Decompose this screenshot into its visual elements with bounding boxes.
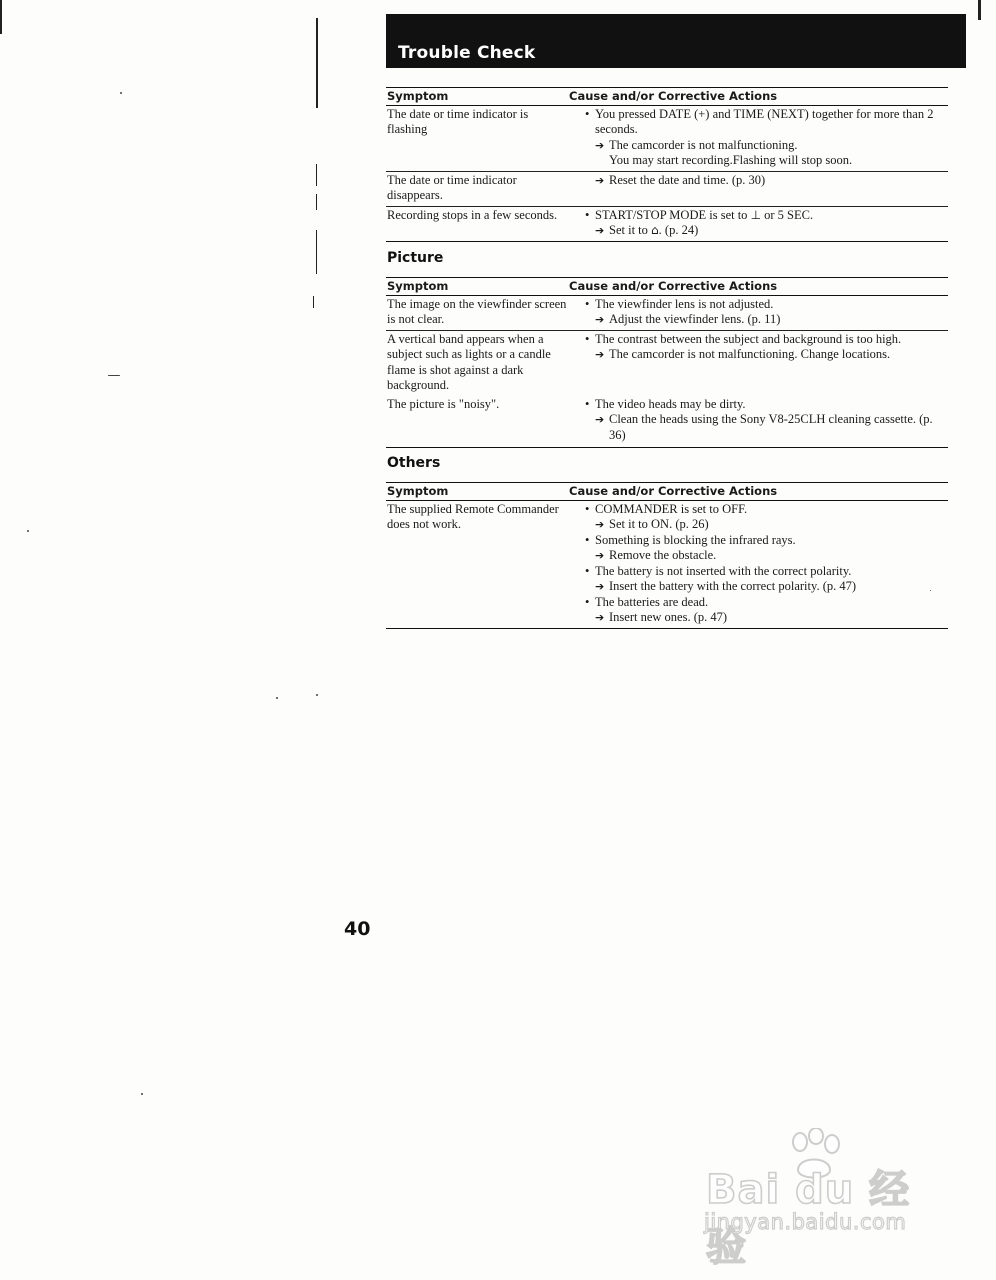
action-text: Clean the heads using the Sony V8-25CLH cleaning cassette. (p. 36) <box>609 412 933 442</box>
cause-cell <box>568 105 948 171</box>
corrective-action <box>569 610 948 626</box>
table-row <box>386 295 948 330</box>
cause-note: You may start recording.Flashing will stop soon. <box>609 153 853 167</box>
watermark-url: jingyan.baidu.com <box>704 1210 907 1234</box>
trouble-table-general <box>386 87 948 242</box>
arrow-right-icon: ➔ <box>595 173 605 187</box>
cause-bullet: • The contrast between the subject and background is too high. <box>569 332 948 348</box>
bullet-text-after: or 5 SEC. <box>764 207 814 222</box>
symptom-cell: The supplied Remote Commander does not work. <box>386 500 568 628</box>
arrow-right-icon: ➔ <box>595 348 605 361</box>
trouble-table-picture <box>386 277 948 448</box>
arrow-right-icon: ➔ <box>595 518 605 531</box>
corrective-action <box>569 223 948 239</box>
scan-edge-line <box>316 194 317 210</box>
action-text: The camcorder is not malfunctioning. <box>609 137 798 152</box>
scan-edge-line <box>313 296 314 308</box>
arrow-right-icon: ➔ <box>595 313 605 326</box>
corrective-action <box>569 173 948 189</box>
scan-edge-line <box>316 18 318 108</box>
scan-speck <box>316 694 318 696</box>
action-text: Set it to ON. (p. 26) <box>609 517 709 531</box>
corrective-action <box>569 138 948 154</box>
action-text: Insert the battery with the correct polarity. (p. 47) <box>609 579 857 593</box>
scan-edge-line <box>316 164 317 186</box>
action-text: Adjust the viewfinder lens. (p. 11) <box>609 312 781 326</box>
corrective-action <box>569 412 948 443</box>
watermark-brand: Bai du 经验 <box>706 1167 911 1270</box>
cause-cell <box>568 171 948 206</box>
scan-speck <box>141 1093 143 1095</box>
column-header-symptom: Symptom <box>386 88 568 106</box>
symptom-cell: The picture is "noisy". <box>386 396 568 448</box>
symptom-cell: The date or time indicator is flashing <box>386 105 568 171</box>
cause-cell <box>568 295 948 330</box>
action-text: The camcorder is not malfunctioning. Change locations. <box>609 347 891 361</box>
arrow-right-icon: ➔ <box>595 224 605 237</box>
table-row <box>386 206 948 241</box>
section-heading-picture: Picture <box>387 250 444 266</box>
bullet-text: START/STOP MODE is set to <box>595 207 748 222</box>
arrow-right-icon: ➔ <box>595 611 605 624</box>
arrow-right-icon: ➔ <box>595 413 605 426</box>
cause-cell <box>568 206 948 241</box>
symptom-cell: The image on the viewfinder screen is not clear. <box>386 295 568 330</box>
cause-bullet: • The batteries are dead. <box>569 595 948 611</box>
table-row <box>386 105 948 171</box>
cause-cell <box>568 500 948 628</box>
corrective-action <box>569 548 948 564</box>
corrective-action <box>569 347 948 363</box>
scan-edge-line <box>978 0 981 20</box>
baidu-jingyan-watermark <box>702 1128 942 1270</box>
column-header-symptom: Symptom <box>386 483 568 501</box>
arrow-right-icon: ➔ <box>595 549 605 562</box>
table-row <box>386 396 948 448</box>
table-row <box>386 171 948 206</box>
corrective-action <box>569 312 948 328</box>
column-header-cause: Cause and/or Corrective Actions <box>568 483 948 501</box>
scan-speck <box>120 92 122 94</box>
section-header-bar <box>386 14 966 68</box>
scan-edge-line <box>0 0 2 34</box>
cause-bullet: • Something is blocking the infrared rays. <box>569 533 948 549</box>
action-text: Insert new ones. (p. 47) <box>609 610 728 624</box>
table-row <box>386 500 948 628</box>
section-heading-others: Others <box>387 455 441 471</box>
cause-bullet: • You pressed DATE (+) and TIME (NEXT) together for more than 2 seconds. <box>569 107 948 138</box>
action-text: Reset the date and time. (p. 30) <box>609 172 766 187</box>
cause-bullet: • The viewfinder lens is not adjusted. <box>569 297 948 313</box>
column-header-cause: Cause and/or Corrective Actions <box>568 88 948 106</box>
scan-speck <box>27 530 29 532</box>
mode-single-icon: ⊥ <box>750 207 762 222</box>
cause-bullet: • The battery is not inserted with the correct polarity. <box>569 564 948 580</box>
symptom-cell: A vertical band appears when a subject such as lights or a candle flame is shot against a dark background. <box>387 331 551 392</box>
corrective-action <box>569 517 948 533</box>
column-header-symptom: Symptom <box>386 278 568 296</box>
symptom-cell: Recording stops in a few seconds. <box>386 206 568 241</box>
action-text: Remove the obstacle. <box>609 548 717 562</box>
cause-bullet <box>569 208 948 224</box>
table-row <box>386 330 948 396</box>
cause-cell <box>568 396 948 448</box>
scan-speck <box>276 697 278 699</box>
corrective-action <box>569 579 948 595</box>
page-title: Trouble Check <box>398 43 536 63</box>
arrow-right-icon: ➔ <box>595 138 605 152</box>
page-number: 40 <box>344 918 371 940</box>
scan-speck <box>108 375 120 376</box>
action-text-after: . (p. 24) <box>658 223 699 237</box>
cause-bullet: • The video heads may be dirty. <box>569 397 948 413</box>
symptom-cell: The date or time indicator disappears. <box>386 171 568 206</box>
scan-edge-line <box>316 230 317 274</box>
trouble-table-others <box>386 482 948 629</box>
arrow-right-icon: ➔ <box>595 580 605 593</box>
column-header-cause: Cause and/or Corrective Actions <box>568 278 948 296</box>
action-text: Set it to <box>609 223 648 237</box>
cause-bullet: • COMMANDER is set to OFF. <box>569 502 948 518</box>
cause-cell <box>568 330 948 396</box>
mode-standard-icon: ⌂ <box>651 223 659 237</box>
